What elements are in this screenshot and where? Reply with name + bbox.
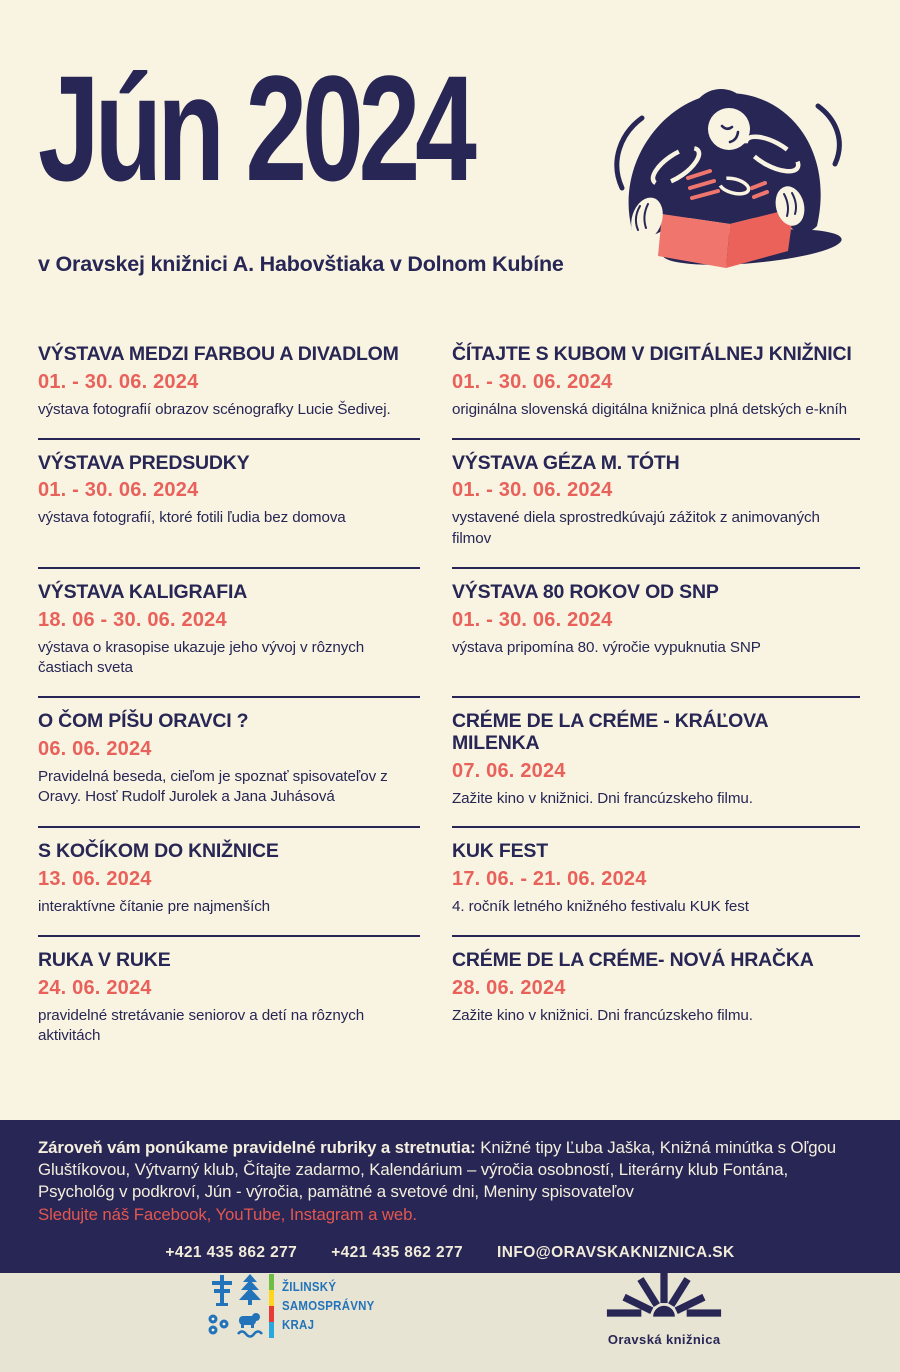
footer-phone-2: +421 435 862 277 xyxy=(331,1244,464,1261)
event-card xyxy=(38,828,420,937)
event-card xyxy=(38,440,420,569)
regular-activities-band xyxy=(0,1120,900,1241)
event-title: S KOČÍKOM DO KNIŽNICE xyxy=(38,840,279,863)
footer-email: INFO@ORAVSKAKNIZNICA.SK xyxy=(497,1244,735,1261)
zilinsky-kraj-emblem-icon xyxy=(205,1273,263,1339)
event-description: výstava o krasopise ukazuje jeho vývoj v rôznych častiach sveta xyxy=(38,638,365,677)
person-box-illustration xyxy=(602,66,854,278)
event-title: O ČOM PÍŠU ORAVCI ? xyxy=(38,709,249,732)
event-date: 01. - 30. 06. 2024 xyxy=(452,479,613,502)
event-date: 01. - 30. 06. 2024 xyxy=(38,370,199,393)
event-title: KUK FEST xyxy=(452,840,548,863)
event-description: výstava pripomína 80. výročie vypuknutia SNP xyxy=(452,638,761,656)
event-description: pravidelné stretávanie seniorov a detí na rôznych aktivitách xyxy=(38,1006,365,1045)
oravska-kniznica-label: Oravská knižnica xyxy=(607,1332,721,1348)
event-description: výstava fotografií, ktoré fotili ľudia bez domova xyxy=(38,509,346,527)
event-title: VÝSTAVA MEDZI FARBOU A DIVADLOM xyxy=(38,343,399,365)
regular-activities-intro: Zároveň vám ponúkame pravidelné rubriky a stretnutia: xyxy=(38,1137,476,1157)
event-card xyxy=(38,331,420,440)
event-date: 01. - 30. 06. 2024 xyxy=(452,370,613,393)
event-card xyxy=(452,698,860,828)
zsk-logo-text xyxy=(282,1278,375,1335)
poster-subtitle: v Oravskej knižnici A. Habovštiaka v Dolnom Kubíne xyxy=(38,252,564,276)
poster-header xyxy=(0,0,900,277)
event-date: 24. 06. 2024 xyxy=(38,976,152,999)
regular-activities-text xyxy=(38,1137,860,1203)
event-title: VÝSTAVA KALIGRAFIA xyxy=(38,580,248,603)
event-title: RUKA V RUKE xyxy=(38,948,171,971)
event-description: interaktívne čítanie pre najmenších xyxy=(38,898,271,915)
zsk-color-stripe xyxy=(269,1274,274,1338)
event-title: VÝSTAVA GÉZA M. TÓTH xyxy=(452,451,680,474)
footer-contact-bar xyxy=(0,1233,900,1273)
events-grid xyxy=(38,331,860,1064)
event-date: 17. 06. - 21. 06. 2024 xyxy=(452,868,647,890)
event-description: Pravidelná beseda, cieľom je spoznať spisovateľov z Oravy. Hosť Rudolf Jurolek a Jana Juhásová xyxy=(38,767,388,806)
social-media-line: Sledujte náš Facebook, YouTube, Instagram a web. xyxy=(38,1204,417,1224)
event-date: 07. 06. 2024 xyxy=(452,759,566,782)
poster-title: Jún 2024 xyxy=(38,44,472,212)
event-card xyxy=(452,937,860,1064)
event-card xyxy=(38,569,420,698)
zsk-line-3: KRAJ xyxy=(282,1316,315,1332)
footer-phone-1: +421 435 862 277 xyxy=(165,1244,298,1261)
zsk-line-2: SAMOSPRÁVNY xyxy=(282,1297,375,1313)
event-card xyxy=(452,828,860,937)
zilinsky-kraj-logo xyxy=(205,1273,387,1339)
event-card xyxy=(38,698,420,828)
oravska-kniznica-logo xyxy=(605,1265,723,1347)
event-description: výstava fotografií obrazov scénografky Lucie Šedivej. xyxy=(38,400,391,418)
event-title: VÝSTAVA 80 ROKOV OD SNP xyxy=(452,580,719,603)
event-title: ČÍTAJTE S KUBOM V DIGITÁLNEJ KNIŽNICI xyxy=(452,343,852,365)
event-description: originálna slovenská digitálna knižnica plná detských e-kníh xyxy=(452,400,848,418)
event-card xyxy=(38,937,420,1064)
event-title: CRÉME DE LA CRÉME- NOVÁ HRAČKA xyxy=(452,948,814,971)
event-card xyxy=(452,569,860,698)
regular-activities-list: Knižné tipy Ľuba Jaška, Knižná minútka s Oľgou Gluštíkovou, Výtvarný klub, Čítajte zadarmo, Kalendárium – výročia osobností, Literárny klub Fontána, Psychológ v podkroví, Jún - výročia, pamätné a svetové dni, Meniny spisovateľov xyxy=(38,1137,836,1201)
event-description: 4. ročník letného knižného festivalu KUK fest xyxy=(452,898,749,915)
event-description: vystavené diela sprostredkúvajú zážitok z animovaných filmov xyxy=(452,509,820,547)
event-title: CRÉME DE LA CRÉME - KRÁĽOVA MILENKA xyxy=(452,709,768,754)
event-description: Zažite kino v knižnici. Dni francúzskeho filmu. xyxy=(452,1006,753,1024)
event-date: 01. - 30. 06. 2024 xyxy=(38,479,199,502)
event-date: 18. 06 - 30. 06. 2024 xyxy=(38,608,227,631)
event-date: 28. 06. 2024 xyxy=(452,976,566,999)
event-date: 06. 06. 2024 xyxy=(38,737,152,760)
event-card xyxy=(452,331,860,440)
event-card xyxy=(452,440,860,569)
zsk-line-1: ŽILINSKÝ xyxy=(282,1279,337,1295)
event-title: VÝSTAVA PREDSUDKY xyxy=(38,451,250,474)
event-date: 13. 06. 2024 xyxy=(38,868,152,890)
event-description: Zažite kino v knižnici. Dni francúzskeho filmu. xyxy=(452,789,753,807)
event-date: 01. - 30. 06. 2024 xyxy=(452,608,613,631)
open-book-rays-icon xyxy=(605,1265,723,1323)
